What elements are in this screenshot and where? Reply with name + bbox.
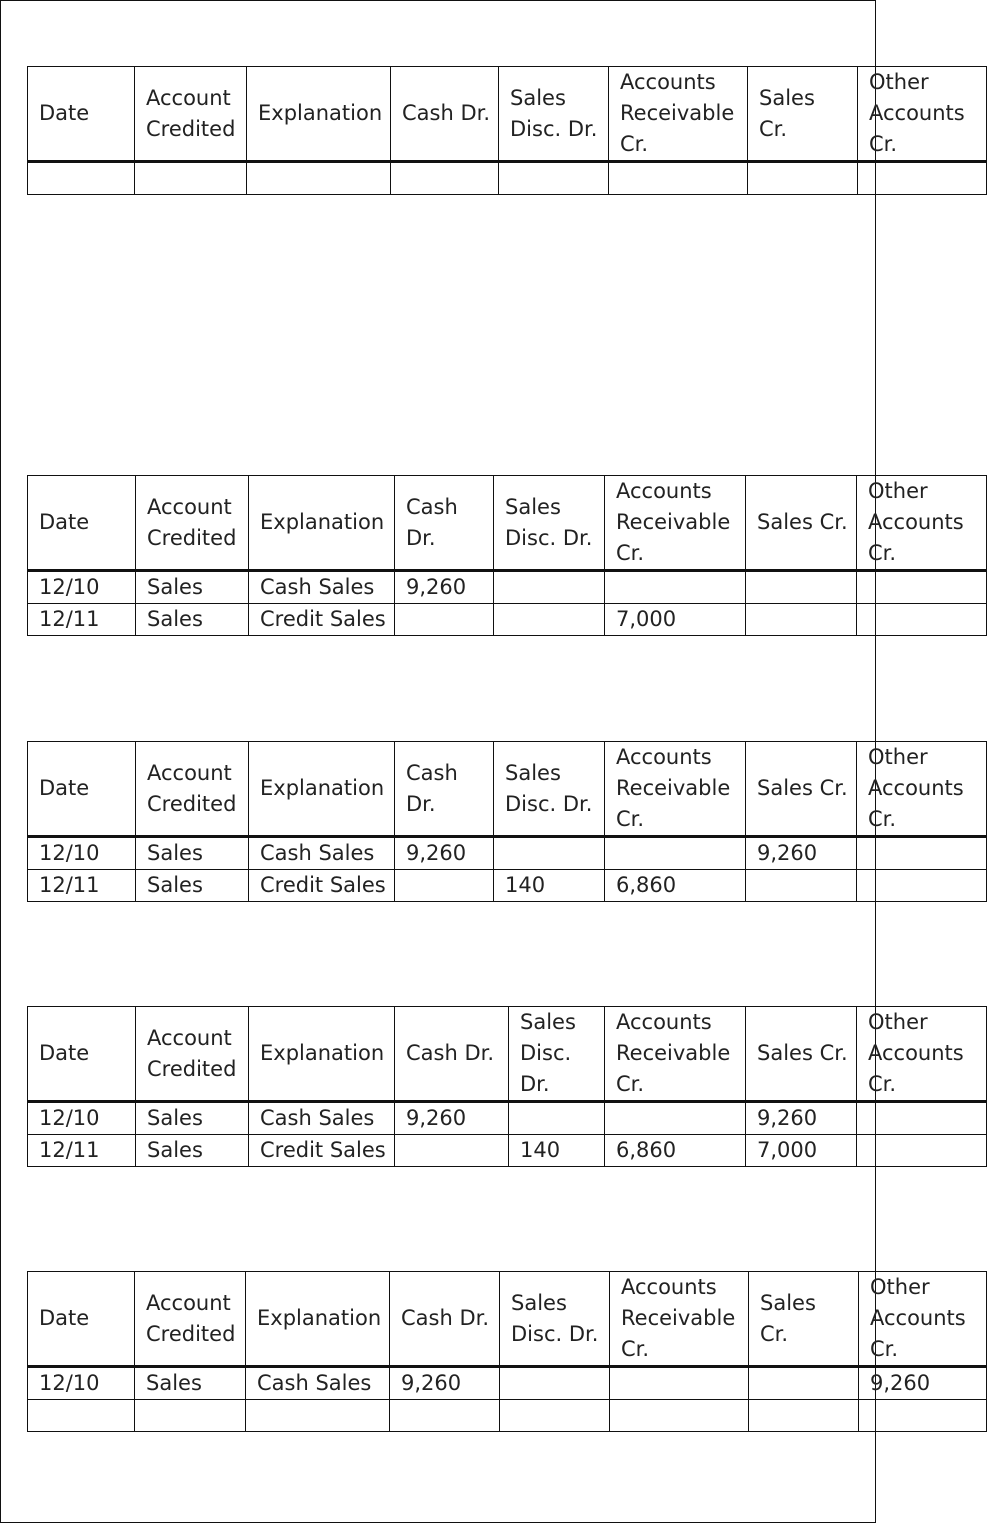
header-account-credited [135, 1272, 246, 1367]
header-sales-cr [746, 476, 857, 571]
header-line: Disc. Dr. [505, 525, 593, 550]
header-row [28, 67, 987, 162]
header-line: Cr. [621, 1337, 650, 1361]
header-line: Account [146, 1290, 231, 1315]
header-row [28, 1007, 987, 1102]
header-line: Cash [406, 760, 458, 785]
cell-sales-cr [746, 604, 857, 636]
table-row [28, 1135, 987, 1167]
cell-account-credited: Sales [136, 1135, 249, 1167]
header-line: Disc. [520, 1041, 572, 1065]
header-accounts-receivable-cr [605, 1007, 746, 1102]
header-line: Sales [510, 85, 566, 110]
header-line: Receivable [620, 101, 735, 125]
header-line: Accounts [870, 1306, 966, 1330]
header-line: Account [147, 494, 232, 519]
cell-explanation: Credit Sales [249, 870, 395, 902]
header-line: Explanation [258, 101, 383, 125]
cell-sales-cr: 9,260 [746, 837, 857, 870]
cell-cash-dr: 9,260 [395, 837, 494, 870]
header-line: Date [39, 510, 90, 534]
header-account-credited [136, 742, 249, 837]
cell-account-credited [135, 162, 247, 195]
cell-explanation: Cash Sales [249, 1102, 395, 1135]
cell-accounts-receivable-cr [610, 1367, 749, 1400]
cell-accounts-receivable-cr [605, 571, 746, 604]
header-row [28, 476, 987, 571]
header-line: Other [868, 479, 928, 503]
header-line: Sales Cr. [757, 776, 848, 800]
header-line: Sales [520, 1010, 576, 1034]
header-line: Cr. [620, 132, 649, 156]
cell-sales-cr [748, 162, 858, 195]
header-explanation [247, 67, 391, 162]
cell-explanation: Cash Sales [246, 1367, 390, 1400]
header-line: Cr. [868, 807, 897, 831]
header-line: Receivable [616, 1041, 731, 1065]
header-line: Receivable [621, 1306, 736, 1330]
header-line: Explanation [260, 510, 385, 534]
cell-date: 12/10 [28, 571, 136, 604]
table-row [28, 1102, 987, 1135]
header-other-accounts-cr [859, 1272, 987, 1367]
cell-cash-dr [395, 1135, 509, 1167]
header-line: Disc. Dr. [505, 791, 593, 816]
journal-table-2 [27, 475, 987, 636]
cell-explanation [247, 162, 391, 195]
header-line: Accounts [868, 1041, 964, 1065]
header-line: Accounts [621, 1275, 717, 1299]
header-accounts-receivable-cr [609, 67, 748, 162]
cell-date: 12/10 [28, 1102, 136, 1135]
cell-other-accounts-cr [857, 870, 987, 902]
cell-sales-disc-dr [494, 571, 605, 604]
cell-sales-disc-dr [500, 1400, 610, 1432]
header-account-credited [136, 476, 249, 571]
cell-explanation: Credit Sales [249, 1135, 395, 1167]
header-date [28, 1007, 136, 1102]
cell-explanation: Cash Sales [249, 571, 395, 604]
header-line: Explanation [260, 1041, 385, 1065]
cell-account-credited: Sales [136, 1102, 249, 1135]
cell-other-accounts-cr [858, 162, 987, 195]
table-row [28, 571, 987, 604]
cell-other-accounts-cr [857, 604, 987, 636]
header-line: Other [870, 1275, 930, 1299]
header-sales-cr [748, 67, 858, 162]
cell-date: 12/10 [28, 837, 136, 870]
header-date [28, 67, 135, 162]
cell-other-accounts-cr: 9,260 [859, 1367, 987, 1400]
header-account-credited [135, 67, 247, 162]
header-line: Account [146, 85, 231, 110]
journal-table-1 [27, 66, 987, 195]
header-line: Cash Dr. [406, 1041, 495, 1065]
header-line: Dr. [406, 525, 436, 550]
header-line: Accounts [868, 510, 964, 534]
header-line: Accounts [869, 101, 965, 125]
cell-account-credited: Sales [135, 1367, 246, 1400]
cell-sales-disc-dr [509, 1102, 605, 1135]
cell-sales-disc-dr [494, 837, 605, 870]
cell-other-accounts-cr [857, 1102, 987, 1135]
header-sales-disc-dr [494, 742, 605, 837]
cell-sales-cr: 9,260 [746, 1102, 857, 1135]
header-line: Sales [760, 1290, 816, 1315]
cell-accounts-receivable-cr [610, 1400, 749, 1432]
table-row [28, 837, 987, 870]
header-accounts-receivable-cr [610, 1272, 749, 1367]
header-line: Receivable [616, 510, 731, 534]
header-other-accounts-cr [857, 1007, 987, 1102]
header-line: Sales [505, 494, 561, 519]
header-line: Accounts [620, 70, 716, 94]
header-cash-dr [395, 742, 494, 837]
header-line: Cr. [759, 116, 788, 141]
cell-account-credited: Sales [136, 604, 249, 636]
cell-other-accounts-cr [859, 1400, 987, 1432]
header-row [28, 1272, 987, 1367]
header-account-credited [136, 1007, 249, 1102]
header-line: Explanation [260, 776, 385, 800]
header-line: Disc. Dr. [511, 1321, 599, 1346]
cell-date: 12/11 [28, 604, 136, 636]
header-other-accounts-cr [857, 742, 987, 837]
cell-sales-cr [749, 1367, 859, 1400]
header-line: Other [868, 745, 928, 769]
cell-explanation [246, 1400, 390, 1432]
header-explanation [249, 1007, 395, 1102]
cell-account-credited: Sales [136, 571, 249, 604]
journal-table-3 [27, 741, 987, 902]
cell-other-accounts-cr [857, 571, 987, 604]
header-line: Date [39, 101, 90, 125]
header-line: Cr. [760, 1321, 789, 1346]
cell-date: 12/10 [28, 1367, 135, 1400]
header-accounts-receivable-cr [605, 476, 746, 571]
header-line: Cr. [868, 541, 897, 565]
header-cash-dr [390, 1272, 500, 1367]
header-line: Accounts [616, 745, 712, 769]
cell-sales-disc-dr [500, 1367, 610, 1400]
header-explanation [246, 1272, 390, 1367]
header-line: Accounts [868, 776, 964, 800]
cell-sales-disc-dr: 140 [494, 870, 605, 902]
cell-other-accounts-cr [857, 1135, 987, 1167]
cell-explanation: Cash Sales [249, 837, 395, 870]
header-line: Other [869, 70, 929, 94]
header-line: Credited [146, 1321, 236, 1346]
header-line: Dr. [520, 1072, 550, 1096]
header-line: Credited [146, 116, 236, 141]
header-line: Cr. [616, 1072, 645, 1096]
table-row [28, 1367, 987, 1400]
header-cash-dr [395, 476, 494, 571]
header-line: Disc. Dr. [510, 116, 598, 141]
header-line: Credited [147, 1056, 237, 1081]
header-line: Sales [759, 85, 815, 110]
header-line: Credited [147, 791, 237, 816]
cell-cash-dr: 9,260 [390, 1367, 500, 1400]
header-line: Account [147, 1025, 232, 1050]
journal-table-5 [27, 1271, 987, 1432]
header-line: Sales Cr. [757, 1041, 848, 1065]
header-line: Dr. [406, 791, 436, 816]
cell-cash-dr [395, 870, 494, 902]
header-line: Accounts [616, 479, 712, 503]
cell-account-credited: Sales [136, 837, 249, 870]
header-cash-dr [395, 1007, 509, 1102]
header-line: Account [147, 760, 232, 785]
header-accounts-receivable-cr [605, 742, 746, 837]
header-line: Cash Dr. [401, 1306, 490, 1330]
cell-accounts-receivable-cr [609, 162, 748, 195]
cell-accounts-receivable-cr: 6,860 [605, 870, 746, 902]
header-date [28, 742, 136, 837]
header-row [28, 742, 987, 837]
header-sales-disc-dr [500, 1272, 610, 1367]
header-sales-disc-dr [494, 476, 605, 571]
journal-table-4 [27, 1006, 987, 1167]
header-sales-disc-dr [499, 67, 609, 162]
cell-date: 12/11 [28, 1135, 136, 1167]
header-line: Date [39, 776, 90, 800]
header-sales-cr [746, 742, 857, 837]
header-other-accounts-cr [858, 67, 987, 162]
header-line: Cash [406, 494, 458, 519]
cell-cash-dr [391, 162, 499, 195]
header-line: Accounts [616, 1010, 712, 1034]
cell-sales-cr: 7,000 [746, 1135, 857, 1167]
header-sales-disc-dr [509, 1007, 605, 1102]
cell-sales-cr [746, 870, 857, 902]
table-row [28, 1400, 987, 1432]
cell-date [28, 1400, 135, 1432]
header-line: Other [868, 1010, 928, 1034]
header-line: Explanation [257, 1306, 382, 1330]
cell-accounts-receivable-cr: 6,860 [605, 1135, 746, 1167]
cell-cash-dr [395, 604, 494, 636]
table-row [28, 870, 987, 902]
cell-cash-dr: 9,260 [395, 571, 494, 604]
cell-accounts-receivable-cr: 7,000 [605, 604, 746, 636]
header-line: Cr. [869, 132, 898, 156]
header-explanation [249, 476, 395, 571]
cell-sales-disc-dr [494, 604, 605, 636]
table-row [28, 604, 987, 636]
cell-sales-disc-dr: 140 [509, 1135, 605, 1167]
table-row [28, 162, 987, 195]
header-line: Sales [511, 1290, 567, 1315]
header-line: Date [39, 1041, 90, 1065]
cell-cash-dr: 9,260 [395, 1102, 509, 1135]
header-sales-cr [746, 1007, 857, 1102]
header-line: Cr. [870, 1337, 899, 1361]
cell-sales-cr [746, 571, 857, 604]
cell-other-accounts-cr [857, 837, 987, 870]
header-line: Cr. [616, 807, 645, 831]
header-line: Date [39, 1306, 90, 1330]
cell-accounts-receivable-cr [605, 1102, 746, 1135]
header-explanation [249, 742, 395, 837]
header-date [28, 1272, 135, 1367]
header-line: Cr. [868, 1072, 897, 1096]
header-cash-dr [391, 67, 499, 162]
cell-date [28, 162, 135, 195]
header-other-accounts-cr [857, 476, 987, 571]
header-line: Receivable [616, 776, 731, 800]
header-date [28, 476, 136, 571]
header-line: Sales [505, 760, 561, 785]
header-line: Sales Cr. [757, 510, 848, 534]
cell-account-credited [135, 1400, 246, 1432]
cell-sales-cr [749, 1400, 859, 1432]
cell-accounts-receivable-cr [605, 837, 746, 870]
cell-date: 12/11 [28, 870, 136, 902]
header-sales-cr [749, 1272, 859, 1367]
cell-account-credited: Sales [136, 870, 249, 902]
header-line: Cash Dr. [402, 101, 491, 125]
cell-sales-disc-dr [499, 162, 609, 195]
cell-explanation: Credit Sales [249, 604, 395, 636]
header-line: Credited [147, 525, 237, 550]
header-line: Cr. [616, 541, 645, 565]
cell-cash-dr [390, 1400, 500, 1432]
